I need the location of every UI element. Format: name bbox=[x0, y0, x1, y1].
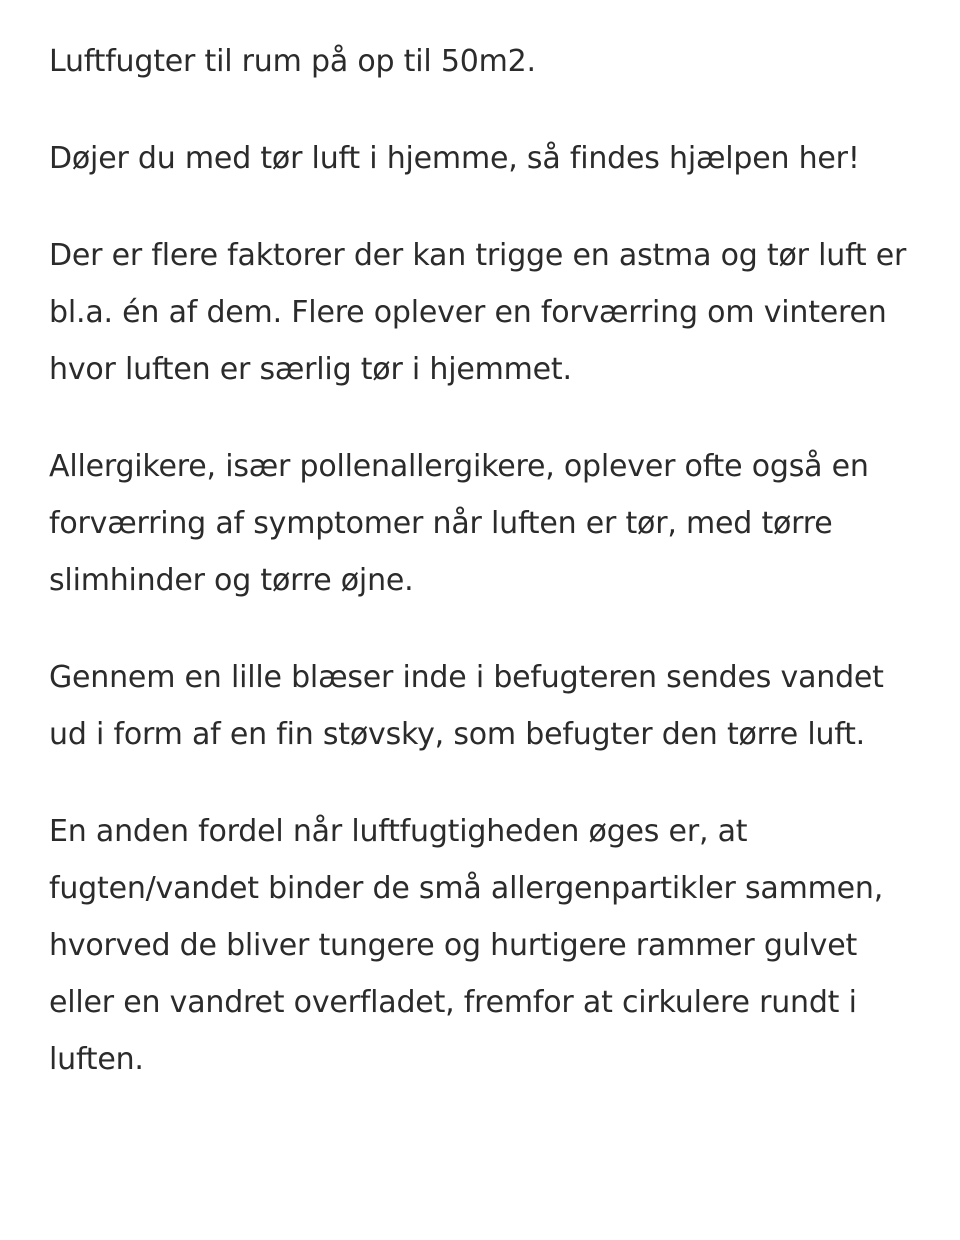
product-description bbox=[49, 33, 929, 1128]
paragraph-room-size: Luftfugter til rum på op til 50m2. bbox=[49, 44, 536, 79]
paragraph-dry-air: Døjer du med tør luft i hjemme, så findes hjælpen her! bbox=[49, 141, 860, 176]
paragraph-benefit: En anden fordel når luftfugtigheden øges er, at fugten/vandet binder de små allergenpartikler sammen, hvorved de bliver tungere og hurtigere rammer gulvet eller en vandret overfladet, fremfor at cirkulere rundt i luften. bbox=[49, 814, 884, 1077]
paragraph-allergy: Allergikere, især pollenallergikere, oplever ofte også en forværring af symptomer når luften er tør, med tørre slimhinder og tørre øjne. bbox=[49, 449, 869, 598]
paragraph-blower: Gennem en lille blæser inde i befugteren sendes vandet ud i form af en fin støvsky, som befugter den tørre luft. bbox=[49, 660, 884, 752]
paragraph-asthma: Der er flere faktorer der kan trigge en astma og tør luft er bl.a. én af dem. Flere oplever en forværring om vinteren hvor luften er særlig tør i hjemmet. bbox=[49, 238, 907, 387]
